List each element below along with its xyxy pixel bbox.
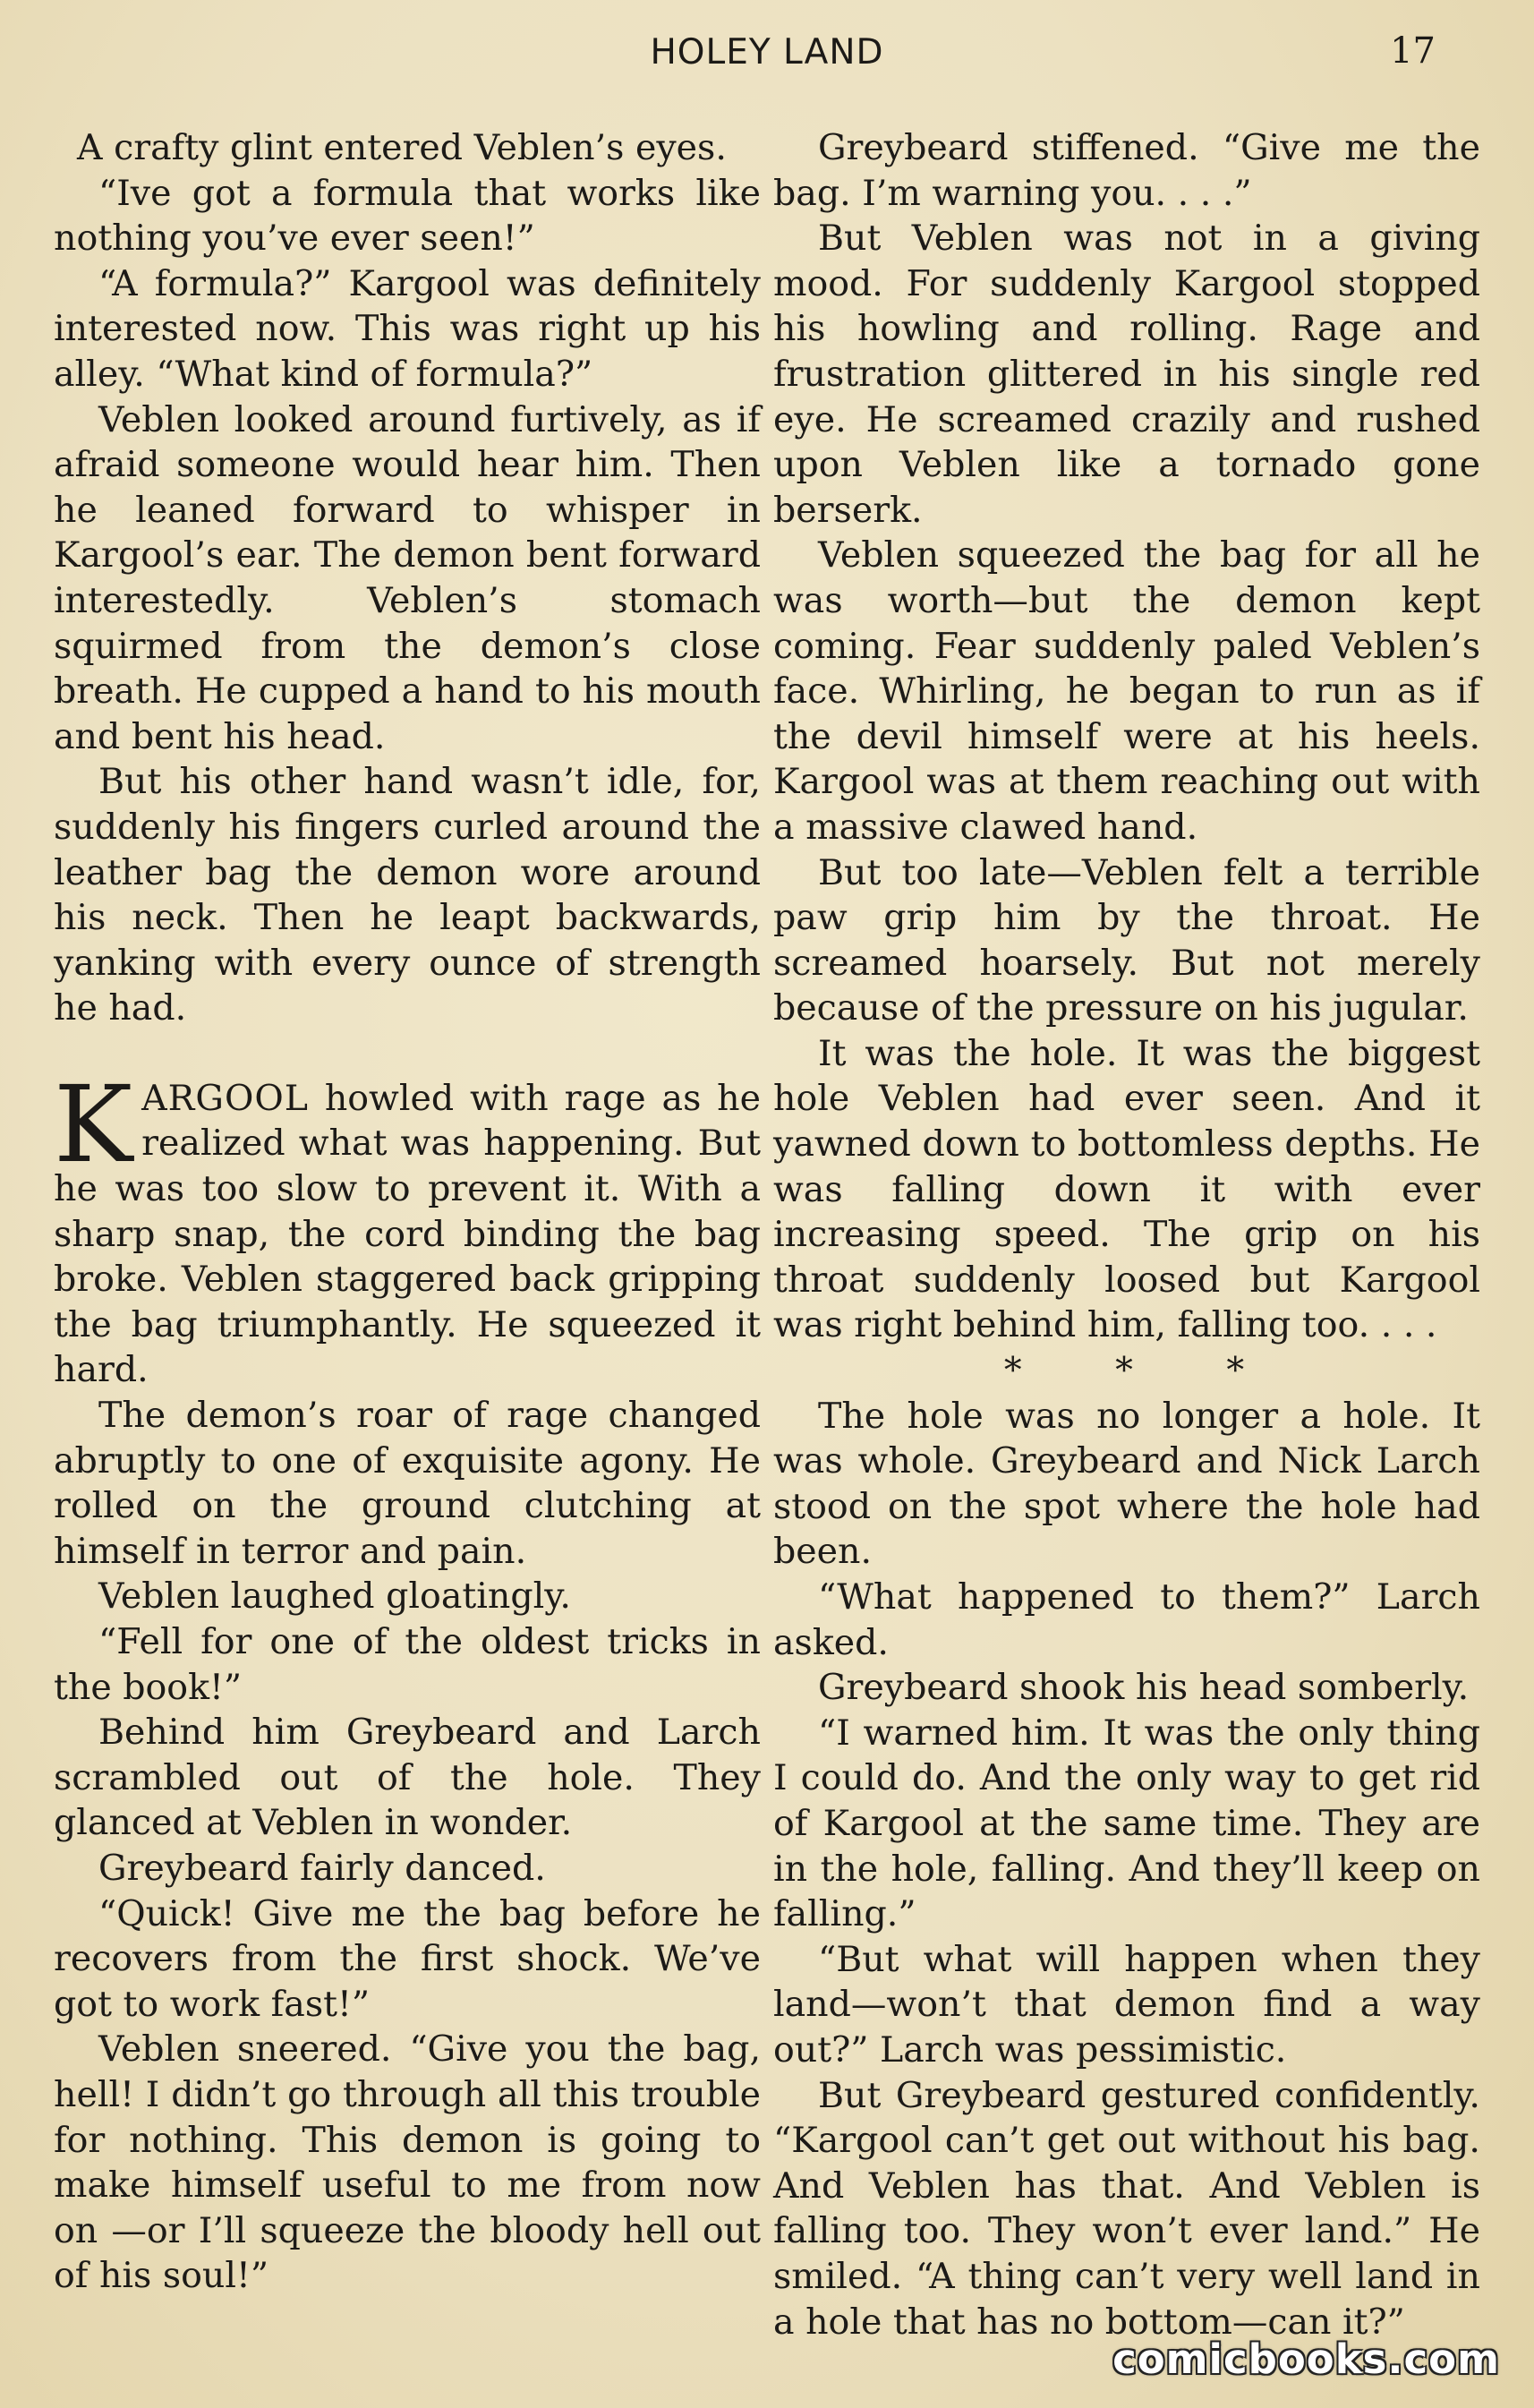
small-caps-name: ARGOOL: [141, 1077, 309, 1119]
paragraph: But Greybeard gestured confidently. “Kargool can’t get out without his bag. And Veblen has that. And Veblen is falling too. They won’t ever land.” He smiled. “A thing can’t very well land in a hole that has no bottom—can it?”: [773, 2074, 1480, 2343]
section-opening-paragraph: [54, 1062, 761, 1393]
drop-cap: K: [54, 1062, 133, 1186]
paragraph: The demon’s roar of rage changed abruptly to one of exquisite agony. He rolled on the ground clutching at himself in terror and pain.: [54, 1395, 761, 1572]
paragraph-text: howled with rage as he realized what was happening. But he was too slow to prevent it. With a sharp snap, the cord binding the bag broke. Veblen staggered back gripping the bag triumphantly. He squeezed it hard.: [54, 1077, 761, 1391]
paragraph: “A formula?” Kargool was definitely interested now. This was right up his alley. “What kind of formula?”: [54, 262, 761, 395]
paragraph: Veblen squeezed the bag for all he was worth—but the demon kept coming. Fear suddenly paled Veblen’s face. Whirling, he began to run as if the devil himself were at his heels. Kargool was at them reaching out with a massive clawed hand.: [773, 534, 1480, 848]
paragraph: But Veblen was not in a giving mood. For suddenly Kargool stopped his howling and rolling. Rage and frustration glittered in his single red eye. He screamed crazily and rushed upon Veblen like a tornado gone berserk.: [773, 218, 1480, 531]
paragraph: “What happened to them?” Larch asked.: [773, 1576, 1480, 1663]
scene-break: * * *: [1003, 1350, 1286, 1392]
right-column: [773, 125, 1480, 2344]
paragraph: “I warned him. It was the only thing I could do. And the only way to get rid of Kargool at the same time. They are in the hole, falling. And they’ll keep on falling.”: [773, 1712, 1480, 1935]
paragraph: Greybeard fairly danced.: [98, 1847, 546, 1889]
paragraph: “Ive got a formula that works like nothing you’ve ever seen!”: [54, 172, 761, 260]
paragraph: Veblen laughed gloatingly.: [98, 1575, 571, 1618]
paragraph: The hole was no longer a hole. It was whole. Greybeard and Nick Larch stood on the spot where the hole had been.: [773, 1395, 1480, 1573]
page-number: 17: [1390, 30, 1436, 72]
paragraph: But his other hand wasn’t idle, for, suddenly his fingers curled around the leather bag the demon wore around his neck. Then he leapt backwards, yanking with every ounce of strength he had.: [54, 761, 761, 1029]
paragraph: “Quick! Give me the bag before he recovers from the first shock. We’ve got to work fast!”: [54, 1892, 761, 2025]
paragraph: Veblen looked around furtively, as if afraid someone would hear him. Then he leaned forward to whisper in Kargool’s ear. The demon bent forward interestedly. Veblen’s stomach squirmed from the demon’s close breath. He cupped a hand to his mouth and bent his head.: [54, 398, 761, 757]
paragraph: It was the hole. It was the biggest hole Veblen had ever seen. And it yawned down to bottomless depths. He was falling down it with ever increasing speed. The grip on his throat suddenly loosed but Kargool was right behind him, falling too. . . .: [773, 1032, 1480, 1346]
running-title: HOLEY LAND: [650, 32, 884, 73]
paragraph: Behind him Greybeard and Larch scrambled out of the hole. They glanced at Veblen in wonder.: [54, 1712, 761, 1844]
paragraph: “But what will happen when they land—won’t that demon find a way out?” Larch was pessimistic.: [773, 1938, 1480, 2071]
paragraph: But too late—Veblen felt a terrible paw grip him by the throat. He screamed hoarsely. But not merely because of the pressure on his jugular.: [773, 851, 1480, 1029]
paragraph: Veblen sneered. “Give you the bag, hell! I didn’t go through all this trouble for nothing. This demon is going to make himself useful to me from now on —or I’ll squeeze the bloody hell out of his soul!”: [54, 2028, 761, 2297]
left-column: [54, 125, 761, 2299]
paragraph: “Fell for one of the oldest tricks in the book!”: [54, 1621, 761, 1708]
paragraph: Greybeard shook his head somberly.: [818, 1667, 1470, 1709]
paragraph: Greybeard stiffened. “Give me the bag. I’m warning you. . . .”: [773, 127, 1480, 214]
watermark: comicbooks.com: [1112, 2335, 1500, 2383]
paragraph: A crafty glint entered Veblen’s eyes.: [77, 127, 727, 168]
page-header: [0, 30, 1534, 84]
